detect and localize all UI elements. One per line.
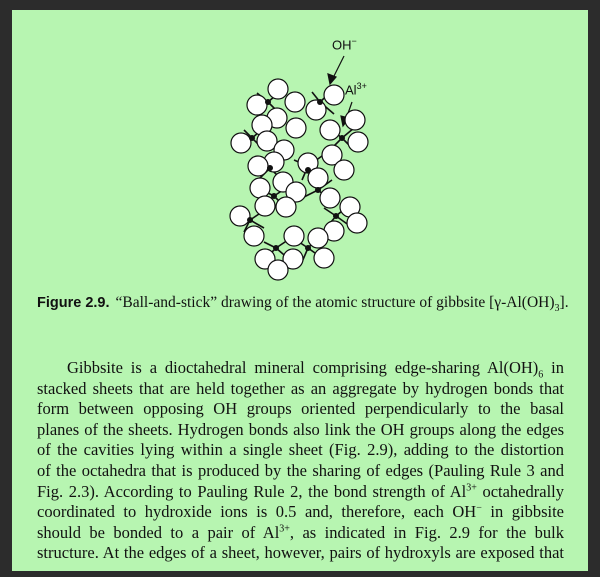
body-line: should be bonded to a pair of $Al^{3+}$, as indicated in Fig. 2.9 for the bulk — [37, 522, 564, 542]
oh-spheres — [230, 79, 368, 280]
body-line: Fig. 2.3). According to Pauling Rule 2, the bond strength of $Al^{3+}$ octahedrally — [37, 481, 564, 501]
body-line: planes of the sheets. Hydrogen bonds also link the OH groups along the edges — [37, 419, 564, 439]
body-line: form between opposing OH groups oriented perpendicularly to the basal — [37, 399, 564, 419]
oh-label: OH− — [332, 36, 357, 53]
body-line: structure. At the edges of a sheet, however, pairs of hydroxyls are exposed that — [37, 543, 564, 563]
body-line: coordinated to hydroxide ions is 0.5 and, therefore, each OH− in gibbsite — [37, 502, 564, 522]
body-paragraph — [37, 358, 564, 564]
al-label: $Al^{3+}$ — [345, 81, 367, 98]
body-line: of the octahedra that is produced by the sharing of edges (Pauling Rule 3 and — [37, 460, 564, 480]
body-line: stacked sheets that are held together as an aggregate by hydrogen bonds that — [37, 378, 564, 398]
figure-caption: Figure 2.9. “Ball-and-stick” drawing of the atomic structure of gibbsite $[\gamma-Al(OH)_3]$. — [37, 294, 569, 315]
body-line: of the cavities lying within a single sheet (Fig. 2.9), adding to the distortion — [37, 440, 564, 460]
document-page — [12, 10, 588, 571]
body-line: Gibbsite is a dioctahedral mineral comprising edge-sharing $Al(OH)_6$ in — [67, 358, 564, 381]
gibbsite-structure-figure — [12, 10, 588, 290]
figure-number: Figure 2.9. — [37, 295, 110, 311]
caption-text: “Ball-and-stick” drawing of the atomic structure of gibbsite [γ-Al(OH) — [115, 294, 555, 311]
